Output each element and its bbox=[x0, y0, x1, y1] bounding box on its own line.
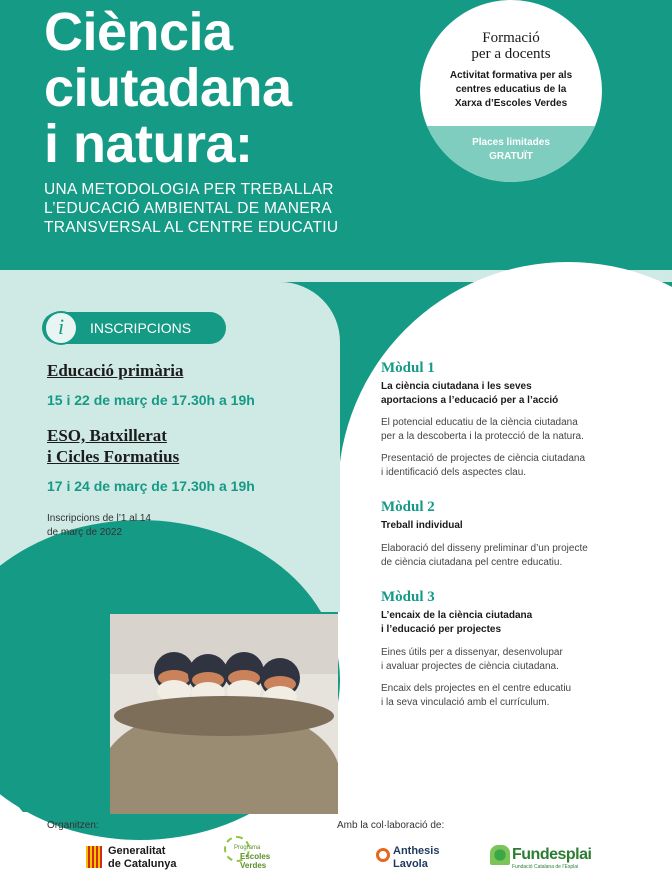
badge-heading-2: per a docents bbox=[471, 46, 551, 62]
generalitat-logo-text-1: Generalitat bbox=[108, 845, 166, 857]
escoles-verdes-logo-text-3: Verdes bbox=[240, 861, 267, 870]
module-1-subtitle-1: La ciència ciutadana i les seves bbox=[381, 381, 532, 392]
subtitle-line-1: UNA METODOLOGIA PER TREBALLAR bbox=[44, 181, 334, 198]
badge-band-text-1: Places limitades bbox=[472, 137, 550, 148]
group1-title: Educació primària bbox=[47, 361, 184, 380]
swallows-nest-photo bbox=[110, 614, 338, 814]
anthesis-logo-icon bbox=[376, 848, 390, 862]
title-line-3: i natura: bbox=[44, 114, 253, 174]
badge-heading-1: Formació bbox=[482, 30, 540, 46]
nest-rim bbox=[114, 696, 334, 736]
dark-lower-left-fill bbox=[0, 620, 120, 760]
module-1-text-1b: per a la descoberta i la protecció de la natura. bbox=[381, 431, 584, 442]
module-3-text-2a: Encaix dels projectes en el centre educatiu bbox=[381, 683, 572, 694]
info-icon-glyph: i bbox=[57, 314, 65, 339]
fundesplai-logo-icon bbox=[490, 845, 510, 865]
inscriptions-label: INSCRIPCIONS bbox=[90, 320, 192, 336]
registration-note-2: de març de 2022 bbox=[47, 527, 123, 538]
title-line-2: ciutadana bbox=[44, 58, 292, 118]
module-2-text-1b: de ciència ciutadana pel centre educatiu. bbox=[381, 557, 563, 568]
anthesis-logo-text-2: Lavola bbox=[393, 858, 428, 870]
module-3-title: Mòdul 3 bbox=[381, 589, 435, 605]
collaboration-label: Amb la col·laboració de: bbox=[337, 820, 445, 831]
module-1-title: Mòdul 1 bbox=[381, 360, 435, 376]
badge-text-1: Activitat formativa per als bbox=[449, 70, 573, 81]
module-1-subtitle-2: aportacions a l’educació per a l’acció bbox=[381, 395, 559, 406]
escoles-verdes-logo-text-1: Programa bbox=[234, 845, 261, 851]
module-3-text-2b: i la seva vinculació amb el currículum. bbox=[381, 697, 550, 708]
module-3-subtitle-2: i l’educació per projectes bbox=[381, 624, 502, 635]
training-badge bbox=[420, 0, 602, 182]
subtitle-line-2: L’EDUCACIÓ AMBIENTAL DE MANERA bbox=[44, 200, 333, 217]
title-line-1: Ciència bbox=[44, 2, 233, 62]
module-2-title: Mòdul 2 bbox=[381, 499, 435, 515]
module-3-subtitle-1: L’encaix de la ciència ciutadana bbox=[381, 610, 533, 621]
subtitle-line-3: TRANSVERSAL AL CENTRE EDUCATIU bbox=[44, 219, 339, 236]
group1-date: 15 i 22 de març de 17.30h a 19h bbox=[47, 392, 255, 408]
module-2-text-1a: Elaboració del disseny preliminar d’un projecte bbox=[381, 543, 588, 554]
fundesplai-logo-text: Fundesplai bbox=[512, 846, 592, 863]
module-1-text-2b: i identificació dels aspectes clau. bbox=[381, 467, 527, 478]
group2-title-line-1: ESO, Batxillerat bbox=[47, 426, 167, 445]
badge-text-3: Xarxa d’Escoles Verdes bbox=[454, 98, 568, 109]
page-title bbox=[44, 4, 394, 172]
generalitat-logo-text-2: de Catalunya bbox=[108, 858, 177, 870]
module-1-text-2a: Presentació de projectes de ciència ciutadana bbox=[381, 453, 586, 464]
group2-title-line-2: i Cicles Formatius bbox=[47, 447, 180, 466]
module-3-text-1a: Eines útils per a dissenyar, desenvolupar bbox=[381, 647, 563, 658]
generalitat-logo-icon bbox=[86, 846, 102, 868]
page-subtitle bbox=[44, 180, 364, 237]
fundesplai-logo-tagline: Fundació Catalana de l’Esplai bbox=[512, 864, 579, 870]
module-1-text-1a: El potencial educatiu de la ciència ciutadana bbox=[381, 417, 578, 428]
escoles-verdes-logo-text-2: Escoles bbox=[240, 852, 271, 861]
organizers-label: Organitzen: bbox=[47, 820, 99, 831]
module-3-text-1b: i avaluar projectes de ciència ciutadana. bbox=[381, 661, 559, 672]
group2-date: 17 i 24 de març de 17.30h a 19h bbox=[47, 478, 255, 494]
badge-band-text-2: GRATUÏT bbox=[489, 151, 533, 162]
anthesis-logo-text-1: Anthesis bbox=[393, 845, 440, 857]
badge-text-2: centres educatius de la bbox=[455, 84, 567, 95]
registration-note-1: Inscripcions de l’1 al 14 bbox=[47, 513, 151, 524]
module-2-subtitle-1: Treball individual bbox=[381, 520, 463, 531]
